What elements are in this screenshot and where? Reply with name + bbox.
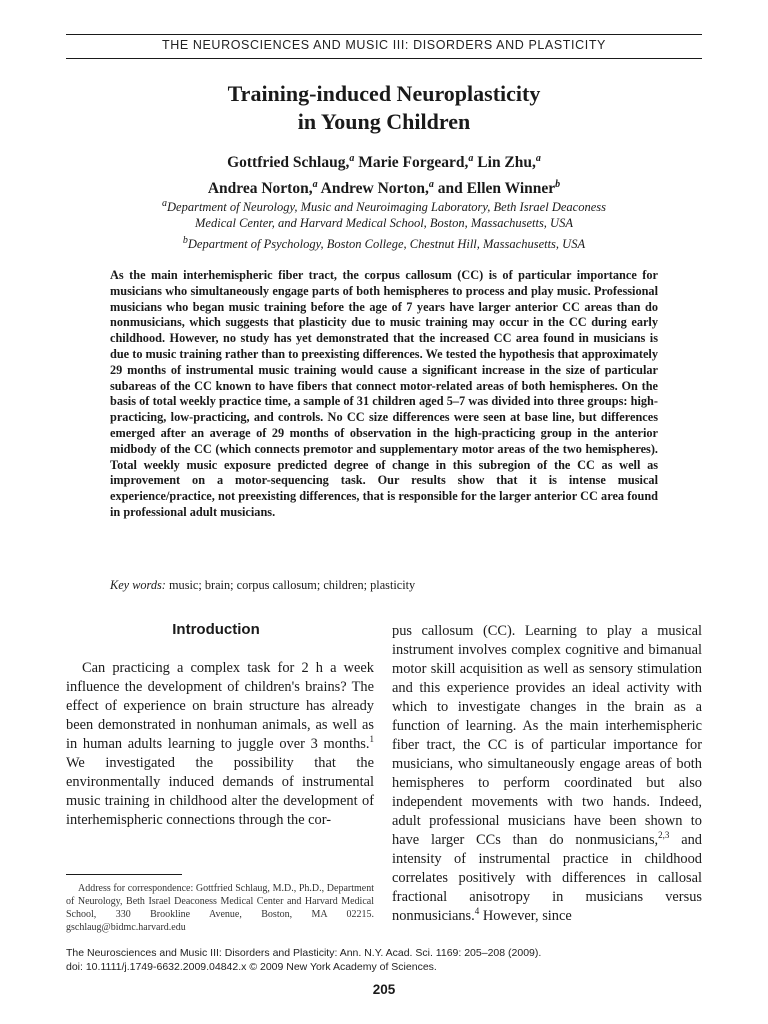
author-affiliation-mark: a bbox=[428, 179, 434, 191]
footer-line-2: doi: 10.1111/j.1749-6632.2009.04842.x © 2009 New York Academy of Sciences. bbox=[66, 961, 437, 973]
intro-text-part-1: Can practicing a complex task for 2 h a week influence the development of children's brains? The effect of experience on brain structure has already been demonstrated in nonhuman animals, as well as in human adults learning to juggle over 3 months. bbox=[66, 660, 374, 752]
affiliation-mark: b bbox=[182, 235, 188, 246]
author-affiliation-mark: a bbox=[535, 153, 541, 164]
top-rule bbox=[66, 34, 702, 35]
author-affiliation-mark: b bbox=[555, 179, 561, 191]
author-affiliation-mark: a bbox=[312, 179, 318, 191]
author-name: Gottfried Schlaug, bbox=[227, 154, 350, 172]
intro-paragraph bbox=[66, 659, 374, 830]
running-head-rule bbox=[66, 58, 702, 59]
right-text-part-3: However, since bbox=[479, 908, 572, 924]
affiliation-b-line-1 bbox=[90, 233, 678, 252]
keywords bbox=[110, 578, 658, 593]
citation-ref: 2,3 bbox=[658, 830, 670, 841]
affiliation-a bbox=[90, 196, 678, 231]
abstract: As the main interhemispheric fiber tract, the corpus callosum (CC) is of particular importance for musicians who simultaneously engage parts of both hemispheres to process and play music. Professional musicians who began music training before the age of 7 years have larger anterior CC areas than do nonmusicians, which suggests that plasticity due to music training may occur in the CC during early childhood. However, no study has yet demonstrated that the increased CC area found in musicians is due to music training rather than to preexisting differences. We tested the hypothesis that approximately 29 months of instrumental music training would cause a significant increase in the size of particular subareas of the CC known to have fibers that connect motor-related areas of both hemispheres. On the basis of total weekly practice time, a sample of 31 children aged 5–7 was divided into three groups: high-practicing, low-practicing, and controls. No CC size differences were seen at base line, but differences emerged after an average of 29 months of observation in the high-practicing group in the anterior midbody of the CC (which connects premotor and supplementary motor areas of the two hemispheres). Total weekly music exposure predicted degree of change in this subregion of the CC as well as improvement on a motor-sequencing task. Our results show that it is intense musical experience/practice, not preexisting differences, that is responsible for the larger anterior CC area found in professional adult musicians. bbox=[110, 268, 658, 519]
affiliation-text: Department of Neurology, Music and Neuroimaging Laboratory, Beth Israel Deaconess bbox=[167, 200, 606, 215]
intro-text-part-2: We investigated the possibility that the environmentally induced demands of instrumental music training in childhood alter the development of interhemispheric connections through the cor- bbox=[66, 755, 374, 828]
author-affiliation-mark: a bbox=[468, 153, 474, 164]
author-affiliation-mark: a bbox=[349, 153, 355, 164]
author-name: and Ellen Winner bbox=[437, 180, 556, 198]
right-text-part-2: and intensity of instrumental practice in childhood correlates positively with differences in callosal fractional anisotropy in musicians versus nonmusicians. bbox=[392, 832, 702, 924]
body-column-left bbox=[66, 659, 374, 830]
author-name: Andrea Norton, bbox=[207, 180, 313, 198]
title-line-1: Training-induced Neuroplasticity bbox=[227, 81, 541, 106]
keywords-list: music; brain; corpus callosum; children; plasticity bbox=[168, 578, 416, 592]
affiliation-b bbox=[90, 233, 678, 252]
citation-footer bbox=[66, 946, 702, 974]
keywords-label: Key words: bbox=[110, 578, 166, 592]
affiliation-a-line-2: Medical Center, and Harvard Medical School, Boston, Massachusetts, USA bbox=[195, 216, 573, 231]
correspondence-footnote bbox=[66, 882, 374, 934]
affiliation-text: Department of Psychology, Boston College, Chestnut Hill, Massachusetts, USA bbox=[187, 237, 586, 252]
footer-line-1: The Neurosciences and Music III: Disorders and Plasticity: Ann. N.Y. Acad. Sci. 1169: 205–208 (2009). bbox=[66, 947, 542, 959]
article-title bbox=[66, 80, 702, 136]
author-name: Marie Forgeard, bbox=[358, 154, 469, 172]
title-line-2: in Young Children bbox=[297, 109, 471, 134]
running-head: THE NEUROSCIENCES AND MUSIC III: DISORDERS AND PLASTICITY bbox=[162, 38, 606, 52]
footnote-text: Address for correspondence: Gottfried Schlaug, M.D., Ph.D., Department of Neurology, Beth Israel Deaconess Medical Center and Harvard Medical School, 330 Brookline Avenue, Boston, MA 02215. gschlaug@bidmc.harvard.edu bbox=[66, 883, 374, 933]
page-number: 205 bbox=[372, 982, 396, 997]
affiliation-a-line-1 bbox=[90, 196, 678, 215]
affiliation-mark: a bbox=[162, 198, 168, 209]
citation-ref: 1 bbox=[369, 734, 374, 745]
right-paragraph bbox=[392, 622, 702, 926]
introduction-heading: Introduction bbox=[172, 621, 260, 638]
author-name: Lin Zhu, bbox=[477, 154, 536, 172]
author-list bbox=[66, 148, 702, 200]
author-line-1 bbox=[66, 148, 702, 174]
footnote-rule bbox=[66, 874, 182, 875]
author-name: Andrew Norton, bbox=[320, 180, 429, 198]
citation-ref: 4 bbox=[474, 906, 480, 917]
body-column-right bbox=[392, 622, 702, 926]
right-text-part-1: pus callosum (CC). Learning to play a musical instrument involves complex cognitive and bimanual motor skill acquisition as well as sensory stimulation and this experience provides an ideal activity with which to investigate changes in the brain as a function of learning. As the main interhemispheric fiber tract, the CC is of particular importance for musicians, who simultaneously engage areas of both hemispheres to perform coordinated but also independent movements with two hands. Indeed, adult professional musicians have been shown to have larger CCs than do nonmusicians, bbox=[392, 623, 702, 848]
